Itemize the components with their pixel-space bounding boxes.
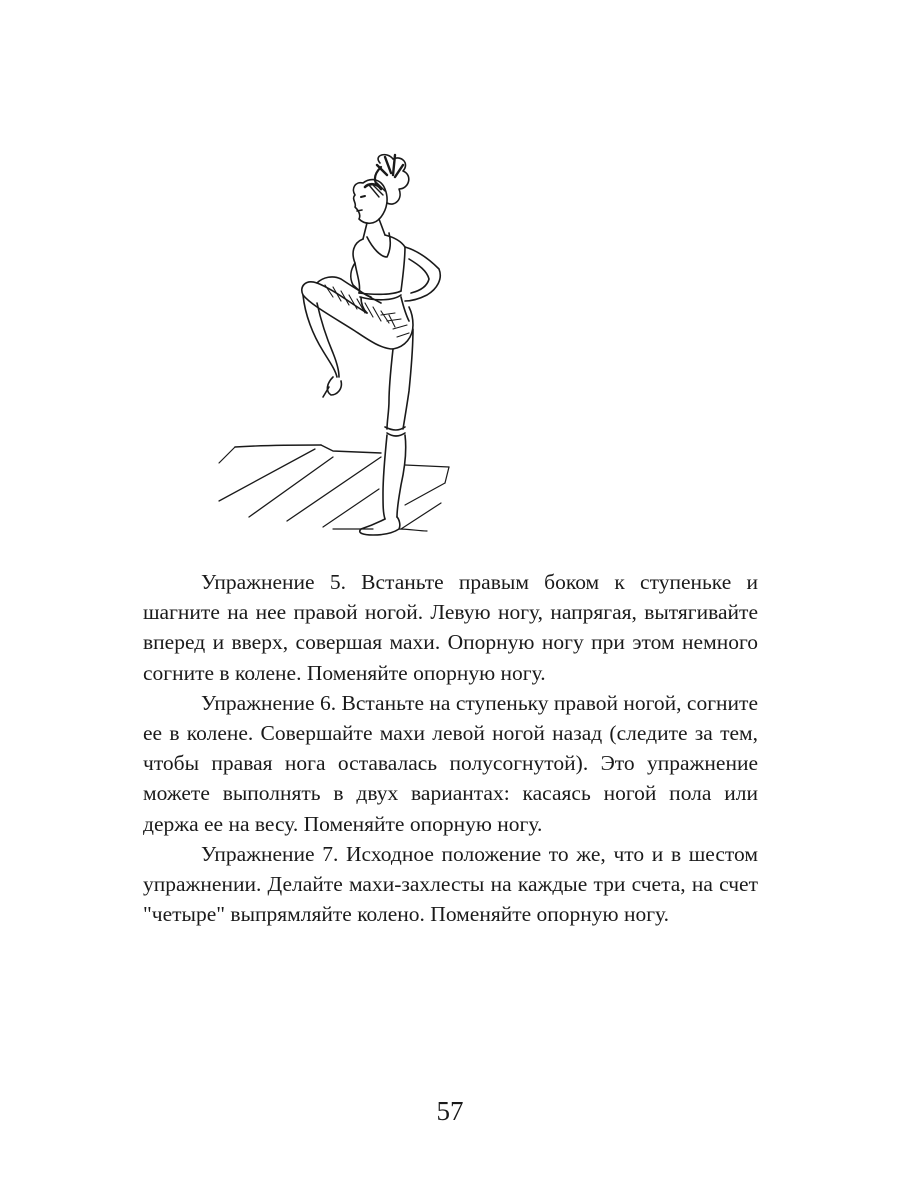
paragraph-exercise-6: Упражнение 6. Встаньте на ступеньку правой ногой, согните ее в колене. Совершайте махи левой ногой назад (следите за тем, чтобы правая нога оставалась полусогнутой). Это упражнение можете выполнять в двух вариантах: касаясь ногой пола или держа ее на весу. Поменяйте опорную ногу. bbox=[143, 690, 758, 836]
exercise-illustration bbox=[205, 145, 475, 545]
paragraph-exercise-5: Упражнение 5. Встаньте правым боком к ступеньке и шагните на нее правой ногой. Левую ногу, напрягая, вытягивайте вперед и вверх, совершая махи. Опорную ногу при этом немного согните в колене. Поменяйте опорную ногу. bbox=[143, 570, 758, 685]
woman-on-step-drawing bbox=[205, 145, 475, 545]
page-number: 57 bbox=[436, 1096, 464, 1126]
paragraph-exercise-7: Упражнение 7. Исходное положение то же, что и в шестом упражнении. Делайте махи-захлесты на каждые три счета, на счет "четыре" выпрямляйте колено. Поменяйте опорную ногу. bbox=[143, 841, 758, 927]
body-text bbox=[143, 567, 758, 929]
